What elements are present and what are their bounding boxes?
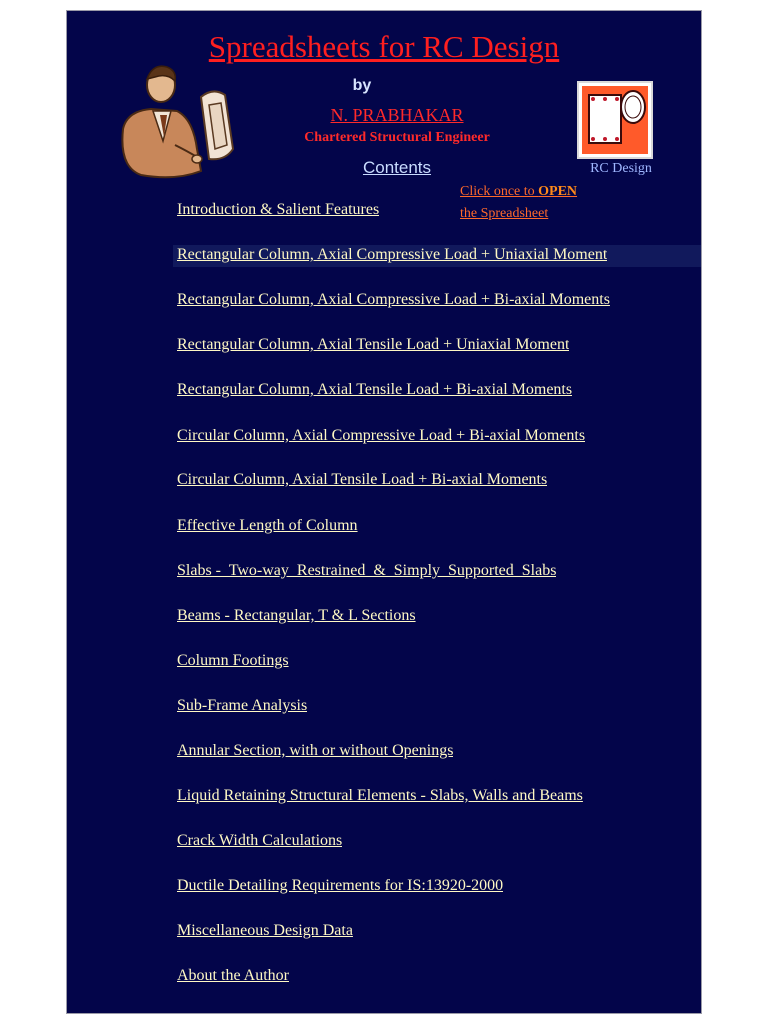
by-label: by: [352, 77, 372, 94]
toc-link[interactable]: Rectangular Column, Axial Tensile Load + Uniaxial Moment: [177, 336, 570, 353]
toc-link[interactable]: Circular Column, Axial Compressive Load + Bi-axial Moments: [177, 427, 586, 444]
toc-link[interactable]: Sub-Frame Analysis: [177, 697, 308, 714]
toc-link[interactable]: Slabs - Two-way Restrained & Simply Supported Slabs: [177, 562, 557, 579]
toc-link[interactable]: Liquid Retaining Structural Elements - Slabs, Walls and Beams: [177, 787, 583, 804]
author-name[interactable]: N. PRABHAKAR: [330, 105, 464, 125]
toc-link[interactable]: Crack Width Calculations: [177, 832, 343, 849]
rc-design-icon[interactable]: [577, 81, 653, 159]
toc-link[interactable]: Column Footings: [177, 652, 289, 669]
contents-link[interactable]: Contents: [362, 158, 432, 177]
page-title[interactable]: Spreadsheets for RC Design: [208, 29, 560, 64]
toc-link[interactable]: About the Author: [177, 967, 289, 984]
toc-link[interactable]: Introduction & Salient Features: [177, 201, 380, 218]
toc-link[interactable]: Miscellaneous Design Data: [177, 922, 353, 939]
person-at-computer-illustration: [105, 49, 245, 189]
author-subtitle: Chartered Structural Engineer: [304, 130, 490, 145]
open-hint-line2[interactable]: the Spreadsheet: [460, 206, 549, 221]
toc-link[interactable]: Beams - Rectangular, T & L Sections: [177, 607, 416, 624]
rc-design-label: RC Design: [590, 161, 652, 176]
spreadsheet-icon: [579, 83, 651, 157]
toc-link[interactable]: Rectangular Column, Axial Tensile Load + Bi-axial Moments: [177, 381, 573, 398]
toc-link[interactable]: Rectangular Column, Axial Compressive Load + Uniaxial Moment: [177, 246, 608, 263]
toc-link[interactable]: Effective Length of Column: [177, 517, 358, 534]
toc-link[interactable]: Rectangular Column, Axial Compressive Load + Bi-axial Moments: [177, 291, 610, 308]
toc-link[interactable]: Ductile Detailing Requirements for IS:13920-2000: [177, 877, 504, 894]
document-page: [66, 10, 702, 1014]
toc-link[interactable]: Annular Section, with or without Openings: [177, 742, 454, 759]
open-hint: [460, 181, 630, 225]
open-hint-line1[interactable]: Click once to OPEN: [460, 184, 578, 199]
toc-link[interactable]: Circular Column, Axial Tensile Load + Bi-axial Moments: [177, 471, 548, 488]
